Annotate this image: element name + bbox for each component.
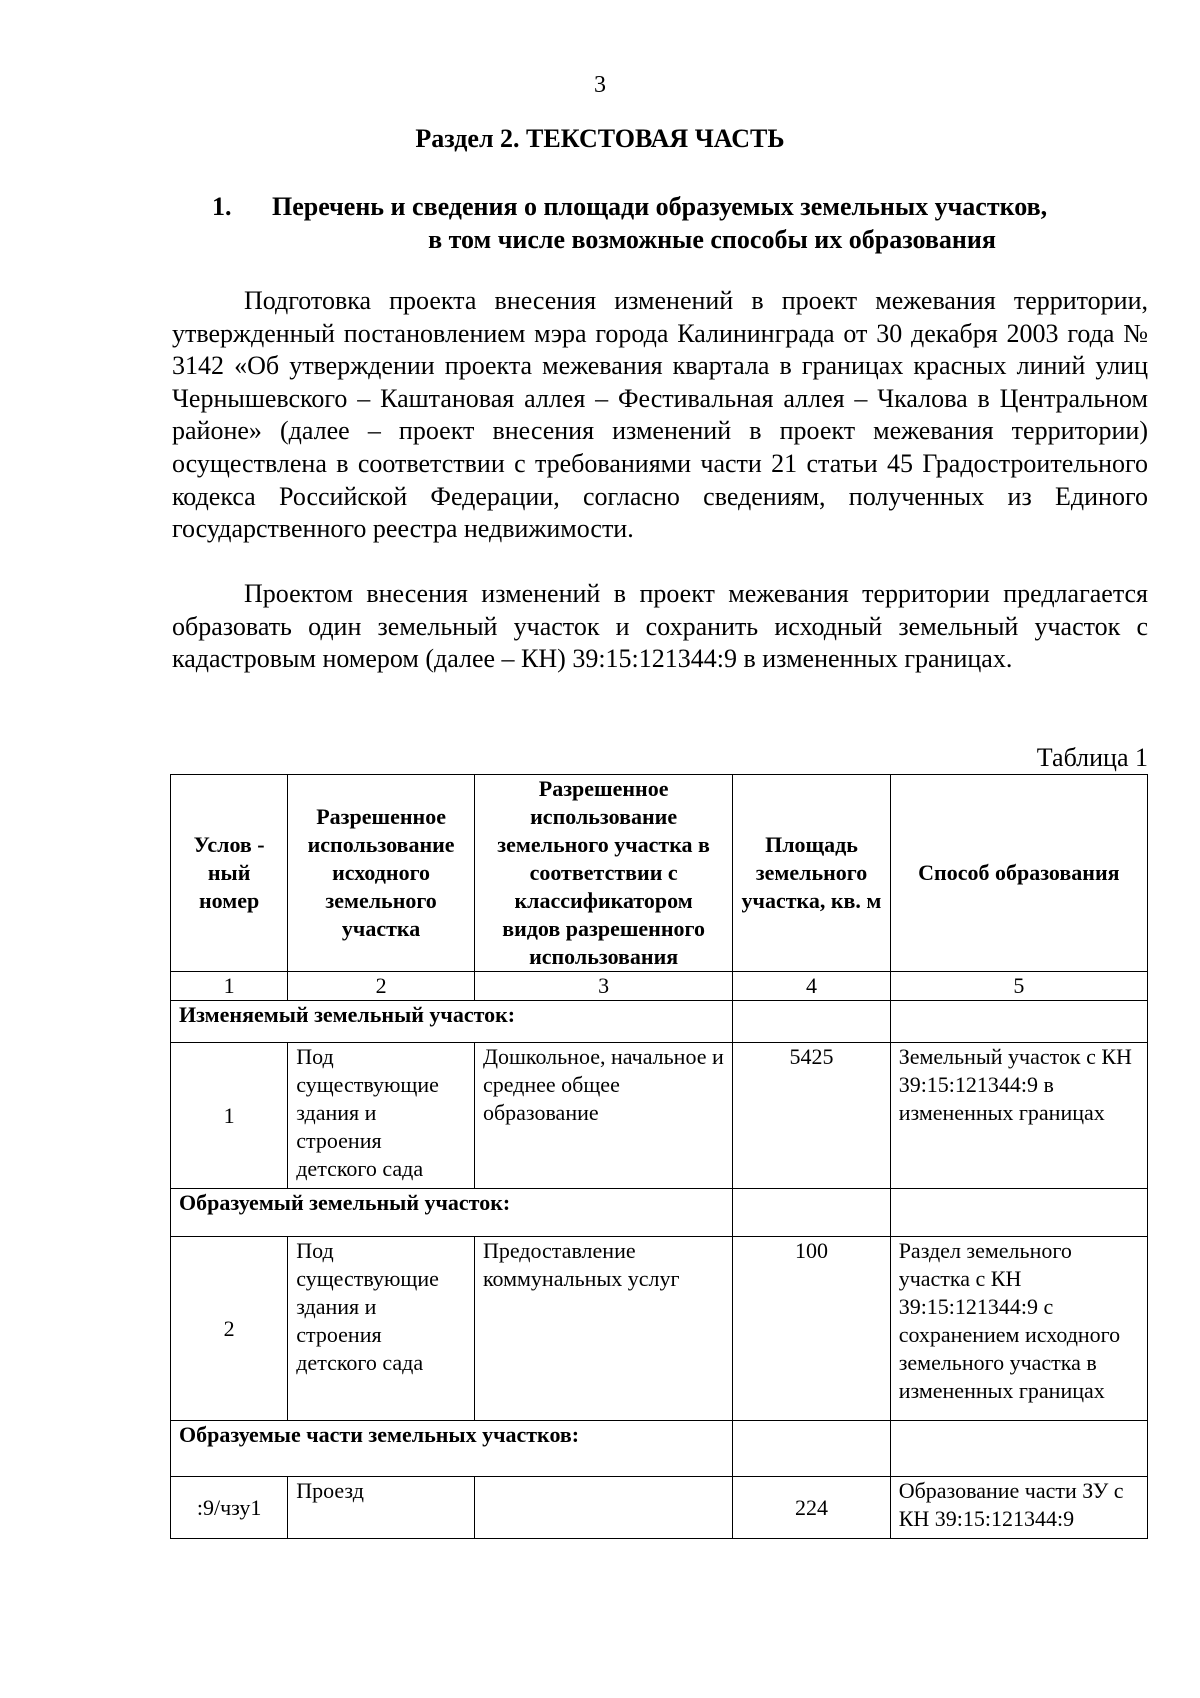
row-area: 224	[733, 1477, 890, 1539]
group-title: Образуемые части земельных участков:	[171, 1421, 733, 1477]
table-row	[171, 1477, 1148, 1539]
table-caption: Таблица 1	[1036, 743, 1148, 772]
row-area: 5425	[733, 1043, 890, 1189]
group-row-parts	[171, 1421, 1148, 1477]
header-cond-number: Услов - ный номер	[171, 775, 288, 972]
column-number: 3	[474, 972, 732, 1001]
land-plots-table	[170, 774, 1148, 1539]
empty-cell	[733, 1421, 890, 1477]
paragraph-2: Проектом внесения изменений в проект межевания территории предлагается образовать один земельный участок и сохранить исходный земельный участок с кадастровым номером (далее – КН) 39:15:121344:9 в измененных границах.	[172, 579, 1148, 674]
column-number: 2	[288, 972, 475, 1001]
row-num: 1	[171, 1043, 288, 1189]
paragraph-1: Подготовка проекта внесения изменений в проект межевания территории, утвержденный постановлением мэра города Калининграда от 30 декабря 2003 года № 3142 «Об утверждении проекта межевания квартала в границах красных линий улиц Чернышевского – Каштановая аллея – Фестивальная аллея – Чкалова в Центральном районе» (далее – проект внесения изменений в проект межевания территории) осуществлена в соответствии с требованиями части 21 статьи 45 Градостроительного кодекса Российской Федерации, согласно сведениям, полученных из Единого государственного реестра недвижимости.	[172, 286, 1148, 544]
column-number-row	[171, 972, 1148, 1001]
row-method: Земельный участок с КН 39:15:121344:9 в измененных границах	[890, 1043, 1147, 1189]
empty-cell	[733, 1001, 890, 1043]
row-num: :9/чзу1	[171, 1477, 288, 1539]
header-permitted-use: Разрешенное использование земельного участка в соответствии с классификатором видов разрешенного использования	[474, 775, 732, 972]
row-num: 2	[171, 1237, 288, 1421]
group-row-new	[171, 1189, 1148, 1237]
table-header-row	[171, 775, 1148, 972]
heading-number: 1.	[212, 192, 232, 221]
row-original-use: Под существующие здания и строения детского сада	[288, 1237, 475, 1421]
page-number: 3	[594, 72, 606, 98]
column-number: 1	[171, 972, 288, 1001]
section-title: Раздел 2. ТЕКСТОВАЯ ЧАСТЬ	[415, 124, 785, 153]
row-method: Образование части ЗУ с КН 39:15:121344:9	[890, 1477, 1147, 1539]
column-number: 5	[890, 972, 1147, 1001]
empty-cell	[890, 1421, 1147, 1477]
row-method: Раздел земельного участка с КН 39:15:121344:9 с сохранением исходного земельного участка в измененных границах	[890, 1237, 1147, 1421]
empty-cell	[890, 1001, 1147, 1043]
empty-cell	[890, 1189, 1147, 1237]
paragraph-1-container	[172, 285, 1148, 546]
group-row-modified	[171, 1001, 1148, 1043]
group-title: Изменяемый земельный участок:	[171, 1001, 733, 1043]
row-area: 100	[733, 1237, 890, 1421]
table-row	[171, 1043, 1148, 1189]
column-number: 4	[733, 972, 890, 1001]
header-method: Способ образования	[890, 775, 1147, 972]
paragraph-2-container	[172, 578, 1148, 676]
row-permitted-use: Предоставление коммунальных услуг	[474, 1237, 732, 1421]
row-original-use: Проезд	[288, 1477, 475, 1539]
row-permitted-use: Дошкольное, начальное и среднее общее образование	[474, 1043, 732, 1189]
empty-cell	[733, 1189, 890, 1237]
heading-line-2: в том числе возможные способы их образования	[428, 225, 996, 254]
heading-line-1: Перечень и сведения о площади образуемых земельных участков,	[272, 192, 1048, 221]
header-original-use: Разрешенное использование исходного земельного участка	[288, 775, 475, 972]
table-row	[171, 1237, 1148, 1421]
header-area: Площадь земельного участка, кв. м	[733, 775, 890, 972]
row-original-use: Под существующие здания и строения детского сада	[288, 1043, 475, 1189]
row-permitted-use	[474, 1477, 732, 1539]
group-title: Образуемый земельный участок:	[171, 1189, 733, 1237]
